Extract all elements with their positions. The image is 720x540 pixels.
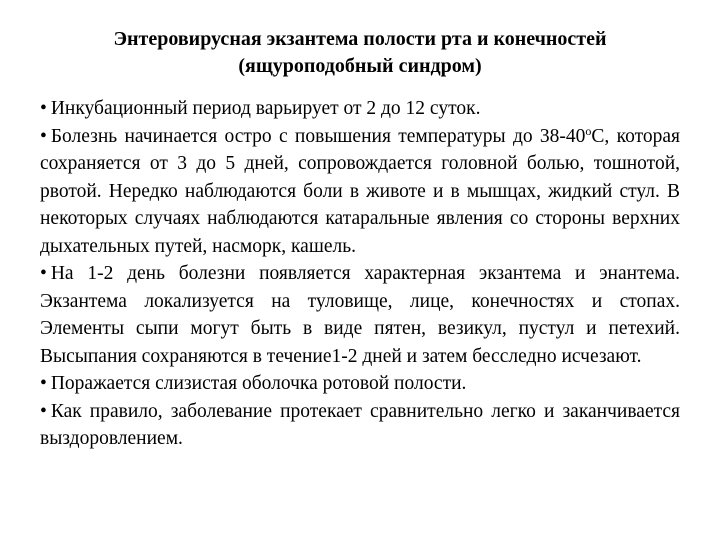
bullet-outcome — [40, 398, 680, 453]
degree-superscript: о — [585, 123, 592, 138]
slide-title — [40, 26, 680, 80]
bullet-marker: • — [40, 98, 47, 119]
slide-body — [40, 95, 680, 453]
bullet-onset — [40, 123, 680, 261]
bullet-marker: • — [40, 373, 47, 394]
bullet-marker: • — [40, 125, 47, 147]
bullet-text: Поражается слизистая оболочка ротовой полости. — [50, 373, 467, 394]
title-line-2: (ящуроподобный синдром) — [238, 55, 482, 77]
bullet-text: Инкубационный период варьирует от 2 до 12 суток. — [50, 98, 481, 119]
bullet-marker: • — [40, 400, 47, 422]
bullet-text: Как правило, заболевание протекает сравнительно легко и заканчивается выздоровлением. — [40, 400, 680, 449]
bullet-text-part-1: Болезнь начинается остро с повышения температуры до 38-40 — [50, 125, 586, 147]
bullet-mucosa — [40, 370, 680, 398]
bullet-incubation — [40, 95, 680, 123]
title-line-1: Энтеровирусная экзантема полости рта и конечностей — [113, 28, 607, 50]
bullet-marker: • — [40, 263, 47, 284]
bullet-exanthem — [40, 260, 680, 370]
bullet-text: На 1-2 день болезни появляется характерная экзантема и энантема. Экзантема локализуется на туловище, лице, конечностях и стопах. Элементы сыпи могут быть в виде пятен, везикул, пустул и петехий. Высыпания сохраняются в течение1-2 дней и затем бесследно исчезают. — [40, 263, 680, 367]
bullet-text-part-2: С, которая сохраняется от 3 до 5 дней, сопровождается головной болью, тошнотой, рвотой. Нередко наблюдаются боли в животе и в мышцах, жидкий стул. В некоторых случаях наблюдаются катаральные явления со стороны верхних дыхательных путей, насморк, кашель. — [40, 125, 680, 257]
